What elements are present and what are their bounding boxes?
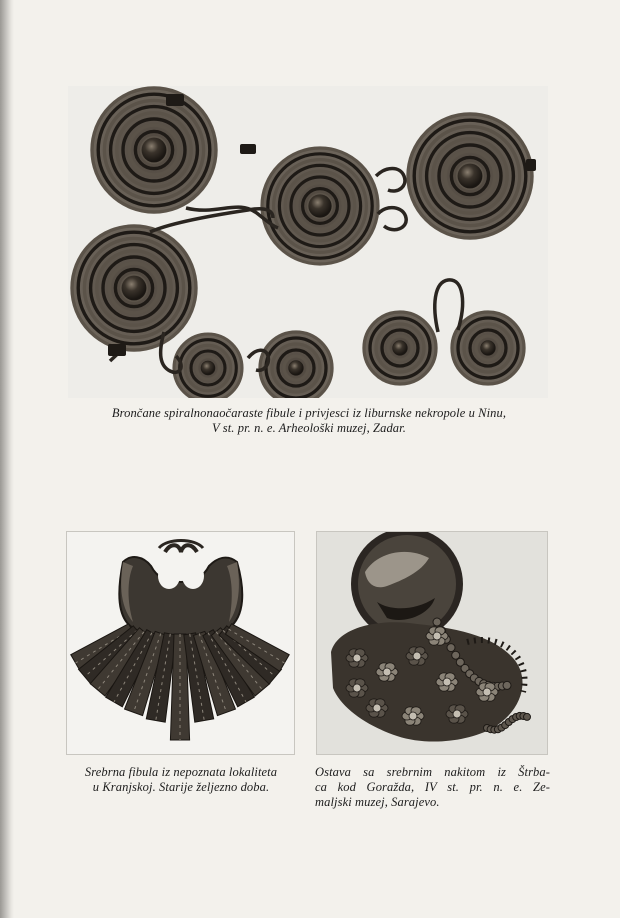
rosette	[346, 679, 368, 697]
rosette	[436, 673, 458, 691]
rosette	[346, 649, 368, 667]
silver-fibula-photo	[66, 531, 295, 755]
rosette	[426, 627, 448, 645]
spiral-disc	[262, 148, 378, 264]
bronze-fibulae-caption	[70, 406, 548, 436]
caption-line: Ostava sa srebrnim nakitom iz Štrba-	[315, 765, 550, 779]
spiral-disc	[174, 334, 242, 398]
silver-hoard-illustration	[317, 532, 547, 754]
spiral-disc	[92, 88, 216, 212]
fibula-pendants	[71, 624, 289, 740]
spiral-disc	[260, 332, 332, 398]
bronze-fibulae-illustration	[68, 86, 548, 398]
spiral-disc	[408, 114, 532, 238]
bead	[524, 713, 531, 720]
bead	[452, 651, 460, 659]
rosette	[406, 647, 428, 665]
caption-line: Brončane spiralnonaočaraste fibule i privjesci iz liburnske nekropole u Ninu,	[111, 406, 507, 420]
page-gutter-shadow	[0, 0, 14, 918]
caption-line: Srebrna fibula iz nepoznata lokaliteta	[84, 765, 278, 779]
caption-line: V st. pr. n. e. Arheološki muzej, Zadar.	[212, 421, 406, 435]
rosette	[376, 663, 398, 681]
spiral-disc	[364, 312, 436, 384]
silver-fibula-illustration	[67, 532, 294, 754]
rosette	[366, 699, 388, 717]
silver-fibula-caption	[64, 765, 298, 795]
rosette	[446, 705, 468, 723]
bead	[447, 644, 455, 652]
caption-line: u Kranjskoj. Starije željezno doba.	[92, 780, 270, 794]
bead	[503, 681, 511, 689]
spiral-disc	[452, 312, 524, 384]
rosette	[476, 683, 498, 701]
spiral-disc	[72, 226, 196, 350]
rosette	[402, 707, 424, 725]
bronze-fibulae-photo	[68, 86, 548, 398]
caption-line: ca kod Goražda, IV st. pr. n. e. Ze-	[315, 780, 550, 794]
caption-line: maljski muzej, Sarajevo.	[315, 795, 440, 809]
silver-hoard-caption	[315, 765, 550, 810]
bead	[433, 618, 441, 626]
silver-hoard-photo	[316, 531, 548, 755]
